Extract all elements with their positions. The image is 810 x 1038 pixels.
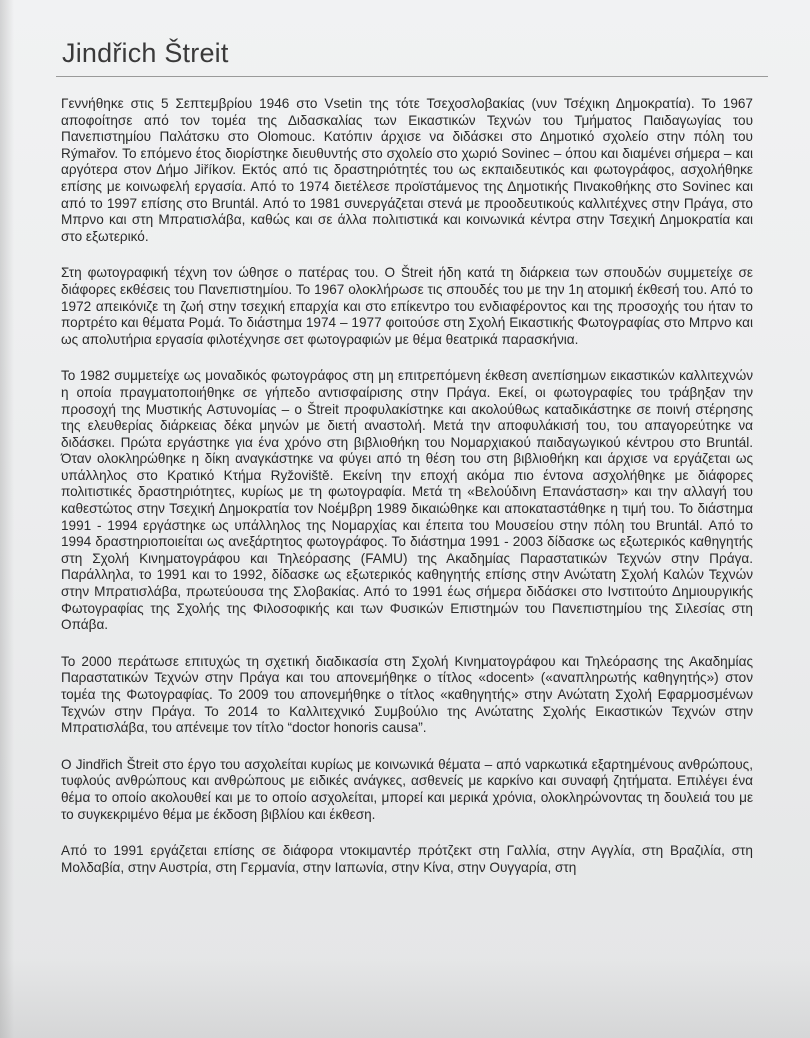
paragraph-biography-early: Γεννήθηκε στις 5 Σεπτεμβρίου 1946 στο Vsetin της τότε Τσεχοσλοβακίας (νυν Τσέχικη Δημοκρατία). Το 1967 αποφοίτησε από τον τομέα της Διδασκαλίας των Εικαστικών Τεχνών του Τμήματος Παιδαγωγίας του Πανεπιστημίου Παλάτσκυ στο Olomouc. Κατόπιν άρχισε να διδάσκει στο Δημοτικό σχολείο στην πόλη του Rýmařov. Το επόμενο έτος διορίστηκε διευθυντής στο σχολείο στο χωριό Sovinec – όπου και διαμένει σήμερα – και αργότερα στον Δήμο Jiříkov. Εκτός από τις δραστηριότητές του ως εκπαιδευτικός και φωτογράφος, ασχολήθηκε επίσης με κοινωφελή εργασία. Από το 1974 διετέλεσε προϊστάμενος της Δημοτικής Πινακοθήκης στο Sovinec και από το 1997 επίσης στο Bruntál. Από το 1981 συνεργάζεται στενά με προοδευτικούς καλλιτέχνες στην Πράγα, στο Μπρνο και στη Μπρατισλάβα, καθώς και σε άλλα πολιτιστικά και κοινωνικά κέντρα στην Τσεχική Δημοκρατία και στο εξωτερικό. <box>61 96 753 244</box>
paragraph-themes: Ο Jindřich Štreit στο έργο του ασχολείται κυρίως με κοινωνικά θέματα – από ναρκωτικά εξαρτημένους ανθρώπους, τυφλούς ανθρώπους και ανθρώπους με ειδικές ανάγκες, ασθενείς με καρκίνο και συναφή ζητήματα. Επιλέγει ένα θέμα το οποίο ακολουθεί και με το οποίο ασχολείται, μπορεί και μερικά χρόνια, ολοκληρώνοντας τη δουλειά του με το συγκεκριμένο θέμα με έκδοση βιβλίου και έκθεση. <box>61 756 753 822</box>
paragraph-international-projects: Από το 1991 εργάζεται επίσης σε διάφορα ντοκιμαντέρ πρότζεκτ στη Γαλλία, στην Αγγλία, στη Βραζιλία, στη Μολδαβία, στην Αυστρία, στη Γερμανία, στην Ιαπωνία, στην Κίνα, στην Ουγγαρία, στη <box>61 843 753 875</box>
paragraph-persecution-career: Το 1982 συμμετείχε ως μοναδικός φωτογράφος στη μη επιτρεπόμενη έκθεση ανεπίσημων εικαστικών καλλιτεχνών η οποία πραγματοποιήθηκε σε γήπεδο αντισφαίρισης στην Πράγα. Εκεί, οι φωτογραφίες του τράβηξαν την προσοχή της Μυστικής Αστυνομίας – ο Štreit προφυλακίστηκε και ακολούθως καταδικάστηκε σε ποινή στέρησης της ελευθερίας διάρκειας δέκα μηνών με διετή αναστολή. Μετά την αποφυλάκισή του, του απαγορεύτηκε να διδάσκει. Πρώτα εργάστηκε για ένα χρόνο στη βιβλιοθήκη του Νομαρχιακού παιδαγωγικού κέντρου στο Bruntál. Όταν ολοκληρώθηκε η δίκη αναγκάστηκε να φύγει από τη θέση του στη βιβλιοθήκη και άρχισε να εργάζεται ως υπάλληλος στο Κρατικό Κτήμα Ryžoviště. Εκείνη την εποχή ακόμα πιο έντονα ασχολήθηκε με διάφορες πολιτιστικές δραστηριότητες, κυρίως με τη φωτογραφία. Μετά τη «Βελούδινη Επανάσταση» και την αλλαγή του καθεστώτος στην Τσεχική Δημοκρατία τον Νοέμβρη 1989 δικαιώθηκε και αποκαταστάθηκε η τιμή του. Το διάστημα 1991 - 1994 εργάστηκε ως υπάλληλος της Νομαρχίας και έπειτα του Μουσείου στην πόλη του Bruntál. Από το 1994 δραστηριοποιείται ως ανεξάρτητος φωτογράφος. Το διάστημα 1991 - 2003 δίδασκε ως εξωτερικός καθηγητής στη Σχολή Κινηματογράφου και Τηλεόρασης (FAMU) της Ακαδημίας Παραστατικών Τεχνών στην Πράγα. Παράλληλα, το 1991 και το 1992, δίδασκε ως εξωτερικός καθηγητής επίσης στην Ανώτατη Σχολή Καλών Τεχνών στην Μπρατισλάβα, πρωτεύουσα της Σλοβακίας. Από το 1991 έως σήμερα διδάσκει στο Ινστιτούτο Δημιουργικής Φωτογραφίας της Σχολής της Φιλοσοφικής και των Φυσικών Επιστημών του Πανεπιστημίου της Σιλεσίας στη Οπάβα. <box>61 368 753 633</box>
title-divider <box>56 76 768 77</box>
paragraph-academic-titles: Το 2000 περάτωσε επιτυχώς τη σχετική διαδικασία στη Σχολή Κινηματογράφου και Τηλεόρασης της Ακαδημίας Παραστατικών Τεχνών στην Πράγα και του απονεμήθηκε ο τίτλος «docent» («αναπληρωτής καθηγητής») στον τομέα της Φωτογραφίας. Το 2009 του απονεμήθηκε ο τίτλος «καθηγητής» στην Ανώτατη Σχολή Εφαρμοσμένων Τεχνών στην Πράγα. Το 2014 το Καλλιτεχνικό Συμβούλιο της Ανώτατης Σχολής Εικαστικών Τεχνών στην Μπρατισλάβα, του απένειμε τον τίτλο “doctor honoris causa”. <box>61 653 753 736</box>
page-bottom-shadow <box>0 958 810 1038</box>
page-edge-shadow <box>0 0 14 1038</box>
document-title: Jindřich Štreit <box>62 38 229 68</box>
document-body <box>61 96 753 876</box>
paragraph-photography-beginnings: Στη φωτογραφική τέχνη τον ώθησε ο πατέρας του. Ο Štreit ήδη κατά τη διάρκεια των σπουδών συμμετείχε σε διάφορες εκθέσεις του Πανεπιστημίου. Το 1967 ολοκλήρωσε τις σπουδές του με την 1η ατομική έκθεσή του. Από το 1972 απεικόνιζε τη ζωή στην τσεχική επαρχία και στο επίκεντρο του ενδιαφέροντος και της προσοχής του ήταν το πορτρέτο και θέματα Ρομά. Το διάστημα 1974 – 1977 φοιτούσε στη Σχολή Εικαστικής Φωτογραφίας στο Μπρνο και ως απολυτήρια εργασία φιλοτέχνησε σετ φωτογραφιών με θέμα θεατρικά παρασκήνια. <box>61 265 753 347</box>
